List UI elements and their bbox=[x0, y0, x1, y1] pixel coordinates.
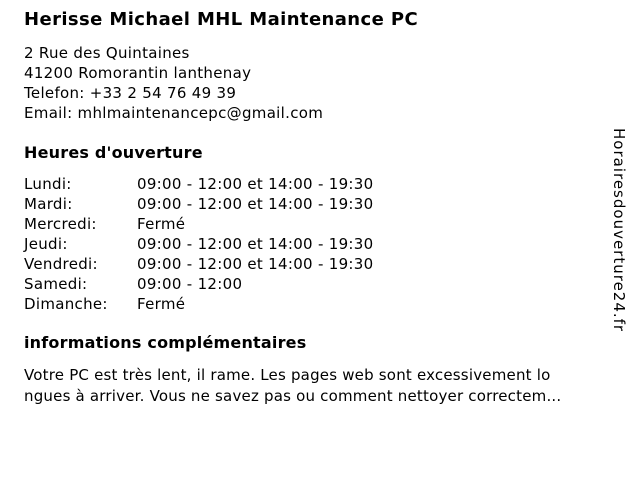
email-line: Email: mhlmaintenancepc@gmail.com bbox=[24, 104, 324, 122]
hours-row-sunday bbox=[24, 294, 373, 314]
hours-time-value: 09:00 - 12:00 et 14:00 - 19:30 bbox=[137, 175, 374, 193]
site-watermark: Horairesdouverture24.fr bbox=[610, 128, 628, 333]
hours-row-wednesday bbox=[24, 214, 373, 234]
hours-time-value: 09:00 - 12:00 et 14:00 - 19:30 bbox=[137, 235, 374, 253]
hours-time-value: Fermé bbox=[137, 295, 186, 313]
hours-day-label: Vendredi: bbox=[24, 255, 98, 273]
additional-info-text bbox=[24, 365, 561, 407]
hours-row-thursday bbox=[24, 234, 373, 254]
info-text-line: ngues à arriver. Vous ne savez pas ou comment nettoyer correctem... bbox=[24, 387, 562, 405]
hours-row-tuesday bbox=[24, 194, 373, 214]
address-street: 2 Rue des Quintaines bbox=[24, 44, 190, 62]
hours-day-label: Jeudi: bbox=[24, 235, 68, 253]
additional-info-heading: informations complémentaires bbox=[24, 333, 307, 352]
hours-day-label: Dimanche: bbox=[24, 295, 108, 313]
hours-row-saturday bbox=[24, 274, 373, 294]
hours-day-label: Lundi: bbox=[24, 175, 72, 193]
contact-block bbox=[24, 43, 323, 123]
hours-day-label: Mercredi: bbox=[24, 215, 97, 233]
address-city: 41200 Romorantin lanthenay bbox=[24, 64, 252, 82]
phone-line: Telefon: +33 2 54 76 49 39 bbox=[24, 84, 237, 102]
page-title: Herisse Michael MHL Maintenance PC bbox=[24, 9, 419, 30]
hours-time-value: 09:00 - 12:00 bbox=[137, 275, 243, 293]
hours-day-label: Samedi: bbox=[24, 275, 88, 293]
hours-time-value: 09:00 - 12:00 et 14:00 - 19:30 bbox=[137, 195, 374, 213]
hours-row-friday bbox=[24, 254, 373, 274]
opening-hours-table bbox=[24, 174, 373, 314]
hours-day-label: Mardi: bbox=[24, 195, 73, 213]
opening-hours-heading: Heures d'ouverture bbox=[24, 143, 203, 162]
hours-row-monday bbox=[24, 174, 373, 194]
hours-time-value: Fermé bbox=[137, 215, 186, 233]
info-text-line: Votre PC est très lent, il rame. Les pages web sont excessivement lo bbox=[24, 366, 551, 384]
hours-time-value: 09:00 - 12:00 et 14:00 - 19:30 bbox=[137, 255, 374, 273]
